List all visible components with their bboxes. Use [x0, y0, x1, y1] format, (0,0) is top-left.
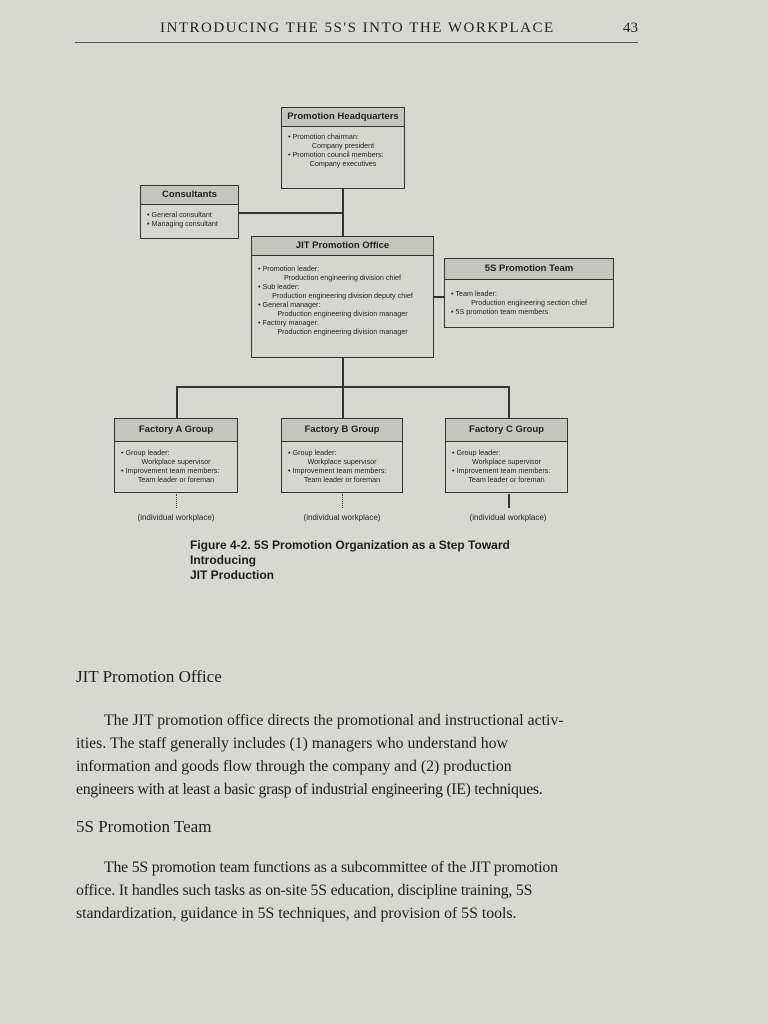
page-number: 43 [623, 20, 638, 36]
connector-jit-down [342, 357, 344, 387]
box-text: Team leader or foreman [137, 475, 215, 484]
box-text: Team leader or foreman [303, 475, 381, 484]
section-paragraph [76, 856, 636, 925]
factory-a-dotted-connector [176, 494, 177, 508]
box-text: Production engineering section chief [471, 298, 587, 307]
box-text: Company president [311, 141, 375, 150]
jit-promotion-office-box [251, 236, 434, 358]
box-text: Workplace supervisor [307, 457, 377, 466]
box-text: • Promotion leader: [258, 264, 320, 273]
section-heading: 5S Promotion Team [76, 817, 212, 836]
box-text: Team leader or foreman [468, 475, 545, 484]
box-title: 5S Promotion Team [445, 259, 613, 280]
box-title: Promotion Headquarters [282, 108, 404, 127]
box-text: • 5S promotion team members [451, 307, 549, 316]
box-text: • Factory manager: [258, 318, 319, 327]
box-title: Factory A Group [115, 419, 237, 442]
connector-factory-b [342, 386, 344, 418]
factory-c-workplace-label: (individual workplace) [469, 513, 547, 522]
box-text: • Promotion chairman: [288, 132, 359, 141]
box-text: • General consultant [147, 210, 212, 219]
box-title: Factory C Group [446, 419, 567, 442]
box-text: • Improvement team members: [288, 466, 387, 475]
box-title: Consultants [141, 186, 238, 205]
box-text: Production engineering division manager [277, 309, 408, 318]
connector-factory-a [176, 386, 178, 418]
section-paragraph [76, 709, 636, 801]
paragraph-line: office. It handles such tasks as on-site 5S education, discipline training, 5S [76, 882, 533, 899]
section-heading: JIT Promotion Office [76, 667, 222, 686]
box-title: JIT Promotion Office [252, 237, 433, 256]
paragraph-line: standardization, guidance in 5S techniques, and provision of 5S tools. [76, 905, 517, 922]
box-text: • Managing consultant [147, 219, 218, 228]
box-text: Production engineering division chief [283, 273, 402, 282]
consultants-box [140, 185, 239, 239]
factory-b-dotted-connector [342, 494, 343, 508]
factory-c-solid-connector [508, 494, 510, 508]
box-text: • Improvement team members: [452, 466, 551, 475]
box-text: Company executives [309, 159, 377, 168]
5s-promotion-team-box [444, 258, 614, 328]
paragraph-line: The JIT promotion office directs the promotional and instructional activ- [104, 712, 564, 729]
paragraph-line: ities. The staff generally includes (1) managers who understand how [76, 735, 508, 752]
box-text: • Sub leader: [258, 282, 300, 291]
box-text: Workplace supervisor [472, 457, 541, 466]
caption-line: Figure 4-2. 5S Promotion Organization as a Step Toward Introducing [190, 538, 510, 567]
box-text: • Team leader: [451, 289, 497, 298]
box-text: Production engineering division manager [277, 327, 408, 336]
paragraph-line: information and goods flow through the company and (2) production [76, 758, 512, 775]
box-text: • Promotion council members: [288, 150, 384, 159]
connector-factory-c [508, 386, 510, 418]
factory-b-group-box [281, 418, 403, 493]
figure-caption [190, 538, 570, 583]
factory-c-group-box [445, 418, 568, 493]
box-text: • Improvement team members: [121, 466, 220, 475]
paragraph-line: The 5S promotion team functions as a subcommittee of the JIT promotion [104, 859, 558, 876]
paragraph-line: engineers with at least a basic grasp of industrial engineering (IE) techniques. [76, 781, 543, 798]
factory-a-workplace-label: (individual workplace) [137, 513, 215, 522]
promotion-headquarters-box [281, 107, 405, 189]
running-header [75, 20, 638, 43]
box-text: • Group leader: [288, 448, 337, 457]
box-text: Production engineering division deputy chief [272, 291, 413, 300]
box-text: • General manager: [258, 300, 321, 309]
box-text: Workplace supervisor [141, 457, 211, 466]
box-text: • Group leader: [121, 448, 170, 457]
box-text: • Group leader: [452, 448, 501, 457]
box-title: Factory B Group [282, 419, 402, 442]
connector-consultants [238, 212, 343, 214]
running-title: INTRODUCING THE 5S'S INTO THE WORKPLACE [160, 20, 555, 36]
factory-a-group-box [114, 418, 238, 493]
caption-line: JIT Production [190, 568, 274, 582]
factory-b-workplace-label: (individual workplace) [303, 513, 381, 522]
